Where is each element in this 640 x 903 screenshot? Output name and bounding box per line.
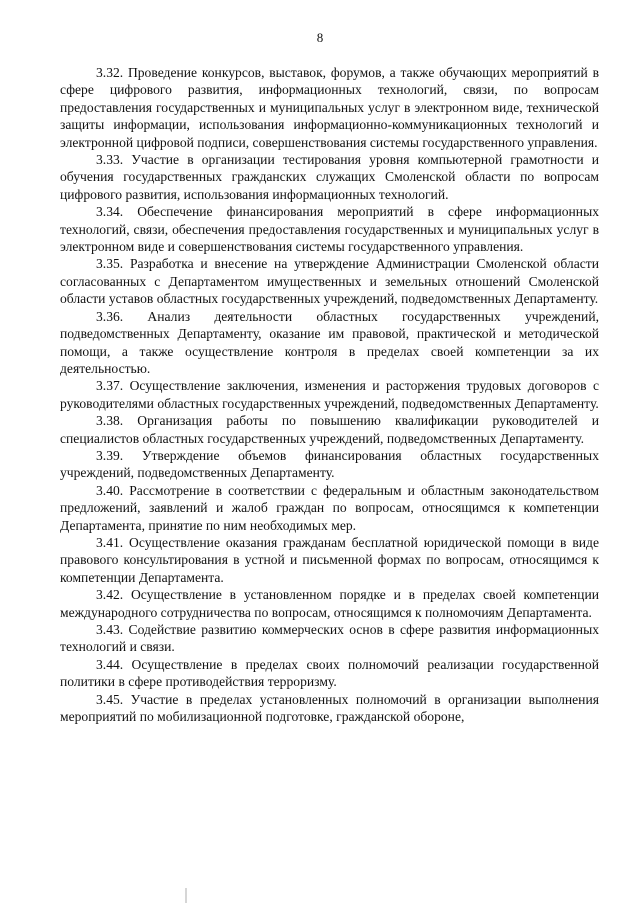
paragraph-3-42: 3.42. Осуществление в установленном порядке и в пределах своей компетенции международного сотрудничества по вопросам, относящимся к полномочиям Департамента. (60, 587, 599, 620)
paragraph-3-38: 3.38. Организация работы по повышению квалификации руководителей и специалистов областных государственных учреждений, подведомственных Департаменту. (60, 413, 599, 446)
paragraph-3-40: 3.40. Рассмотрение в соответствии с федеральным и областным законодательством предложений, заявлений и жалоб граждан по вопросам, относящимся к компетенции Департамента, принятие по ним необходимых мер. (60, 482, 599, 533)
paragraph-3-39: 3.39. Утверждение объемов финансирования областных государственных учреждений, подведомственных Департаменту. (60, 447, 599, 481)
paragraph-3-34: 3.34. Обеспечение финансирования мероприятий в сфере информационных технологий, связи, обеспечения предоставления государственных и муниципальных услуг в электронном виде и совершенствования системы государственного управления. (60, 204, 599, 255)
page-number: 8 (316, 30, 324, 45)
paragraph-3-45: 3.45. Участие в пределах установленных полномочий в организации выполнения мероприятий по мобилизационной подготовке, гражданской обороне, (60, 691, 599, 725)
paragraph-3-33: 3.33. Участие в организации тестирования уровня компьютерной грамотности и обучения государственных гражданских служащих Смоленской области по вопросам цифрового развития, использования информационных технологий. (60, 152, 599, 202)
paragraph-3-41: 3.41. Осуществление оказания гражданам бесплатной юридической помощи в виде правового консультирования в устной и письменной формах по вопросам, относящимся к компетенции Департамента. (60, 534, 599, 585)
scan-artifact-line (185, 888, 187, 903)
paragraph-3-35: 3.35. Разработка и внесение на утверждение Администрации Смоленской области согласованных с Департаментом имущественных и земельных отношений Смоленской области уставов областных государственных учреждений, подведомственных Департаменту. (60, 256, 599, 307)
paragraph-3-43: 3.43. Содействие развитию коммерческих основ в сфере развития информационных технологий и связи. (60, 622, 599, 655)
document-body (60, 64, 599, 725)
paragraph-3-32: 3.32. Проведение конкурсов, выставок, форумов, а также обучающих мероприятий в сфере цифрового развития, информационных технологий, связи, по вопросам предоставления государственных и муниципальных услуг в электронном виде, технической защиты информации, использования информационно-коммуникационных технологий и электронной цифровой подписи, совершенствования системы государственного управления. (60, 65, 599, 150)
paragraph-3-37: 3.37. Осуществление заключения, изменения и расторжения трудовых договоров с руководителями областных государственных учреждений, подведомственных Департаменту. (60, 378, 599, 411)
paragraph-3-44: 3.44. Осуществление в пределах своих полномочий реализации государственной политики в сфере противодействия терроризму. (60, 656, 599, 690)
paragraph-3-36: 3.36. Анализ деятельности областных государственных учреждений, подведомственных Департаменту, оказание им правовой, практической и методической помощи, а также осуществление контроля в пределах своей компетенции за их деятельностью. (60, 308, 599, 376)
